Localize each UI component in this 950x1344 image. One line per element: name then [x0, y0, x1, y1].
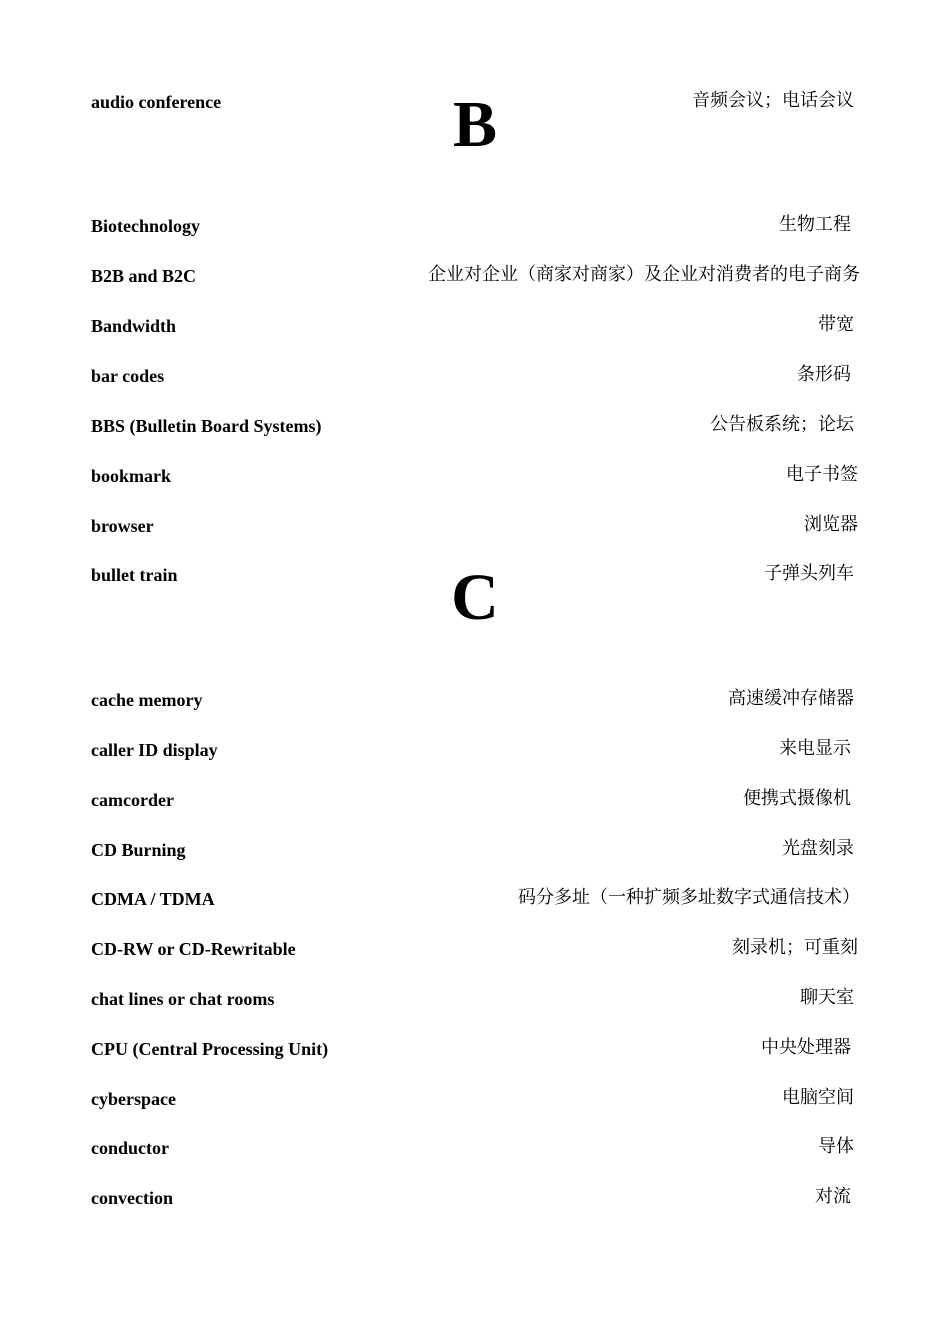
translation-bookmark: 电子书签: [786, 464, 858, 485]
translation-cpu: 中央处理器: [761, 1037, 851, 1058]
term-cyberspace: cyberspace: [91, 1089, 176, 1109]
translation-cache-memory: 高速缓冲存储器: [728, 688, 854, 709]
translation-bbs: 公告板系统；论坛: [710, 414, 854, 435]
translation-caller-id-display: 来电显示: [779, 738, 851, 759]
translation-browser: 浏览器: [804, 514, 858, 535]
translation-chat-lines: 聊天室: [800, 987, 854, 1008]
term-conductor: conductor: [91, 1138, 169, 1158]
term-cache-memory: cache memory: [91, 690, 203, 710]
translation-conductor: 导体: [818, 1136, 854, 1157]
translation-cd-rw: 刻录机；可重刻: [732, 937, 858, 958]
term-cpu: CPU (Central Processing Unit): [91, 1039, 329, 1059]
term-chat-lines: chat lines or chat rooms: [91, 989, 275, 1009]
term-cd-rw: CD-RW or CD-Rewritable: [91, 939, 296, 959]
term-bbs: BBS (Bulletin Board Systems): [91, 416, 322, 436]
term-browser: browser: [91, 516, 154, 536]
translation-cd-burning: 光盘刻录: [782, 838, 854, 859]
translation-cdma-tdma: 码分多址（一种扩频多址数字式通信技术）: [518, 887, 860, 908]
section-letter-c: C: [451, 561, 499, 634]
term-audio-conference: audio conference: [91, 92, 222, 112]
translation-bandwidth: 带宽: [818, 314, 854, 335]
translation-audio-conference: 音频会议；电话会议: [692, 90, 854, 111]
translation-camcorder: 便携式摄像机: [743, 788, 851, 809]
term-camcorder: camcorder: [91, 790, 174, 810]
translation-bar-codes: 条形码: [797, 364, 851, 385]
term-bandwidth: Bandwidth: [91, 316, 177, 336]
term-caller-id-display: caller ID display: [91, 740, 218, 760]
section-letter-b: B: [452, 88, 498, 161]
translation-convection: 对流: [815, 1186, 851, 1207]
term-convection: convection: [91, 1188, 173, 1208]
term-cdma-tdma: CDMA / TDMA: [91, 889, 215, 909]
term-biotechnology: Biotechnology: [91, 216, 201, 236]
term-bullet-train: bullet train: [91, 565, 178, 585]
translation-cyberspace: 电脑空间: [782, 1087, 854, 1108]
term-bar-codes: bar codes: [91, 366, 165, 386]
translation-b2b-b2c: 企业对企业（商家对商家）及企业对消费者的电子商务: [428, 264, 860, 285]
term-cd-burning: CD Burning: [91, 840, 186, 860]
translation-bullet-train: 子弹头列车: [764, 563, 854, 584]
term-bookmark: bookmark: [91, 466, 172, 486]
translation-biotechnology: 生物工程: [779, 214, 851, 235]
term-b2b-b2c: B2B and B2C: [91, 266, 197, 286]
